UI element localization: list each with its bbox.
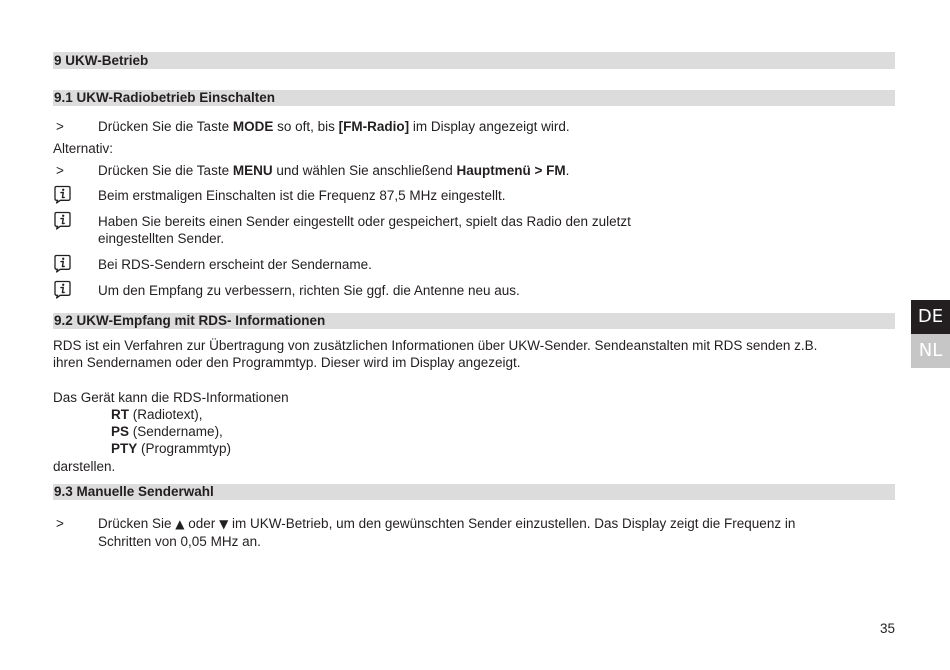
step-marker: >	[56, 516, 64, 531]
section-heading-9: 9 UKW-Betrieb	[53, 52, 895, 69]
step-text-segment: im Display angezeigt wird.	[409, 119, 570, 134]
paragraph-line: ihren Sendernamen oder den Programmtyp. Dieser wird im Display angezeigt.	[53, 355, 521, 370]
rds-description: (Sendername),	[129, 424, 223, 439]
step-line: Schritten von 0,05 MHz an.	[98, 534, 261, 549]
page-number: 35	[879, 621, 895, 636]
note-line: eingestellten Sender.	[98, 231, 225, 246]
rds-description: (Programmtyp)	[137, 441, 232, 456]
note-text	[98, 187, 505, 204]
rds-abbreviation: RT	[111, 407, 129, 422]
step-text-segment: Drücken Sie die Taste	[98, 119, 233, 134]
step-text	[98, 515, 795, 550]
language-tab-nl[interactable]: NL	[911, 334, 950, 368]
rds-capability-outro: darstellen.	[53, 459, 116, 474]
rds-item-text	[111, 423, 223, 440]
step-text-segment: und wählen Sie anschließend	[272, 163, 457, 178]
note-text	[98, 282, 520, 299]
display-label-fm-radio: [FM-Radio]	[338, 119, 410, 134]
language-tab-de[interactable]: DE	[911, 300, 950, 334]
step-text-segment: so oft, bis	[273, 119, 339, 134]
down-triangle-icon: ▼	[219, 517, 229, 531]
section-heading-9-1: 9.1 UKW-Radiobetrieb Einschalten	[53, 90, 895, 106]
step-marker: >	[56, 119, 64, 134]
rds-item-text	[111, 440, 231, 457]
up-triangle-icon: ▲	[175, 517, 185, 531]
step-line	[98, 515, 795, 533]
step-text-segment: Drücken Sie	[98, 516, 176, 531]
note-line: Haben Sie bereits einen Sender eingestellt oder gespeichert, spielt das Radio den zuletzt	[98, 214, 631, 229]
paragraph-line: RDS ist ein Verfahren zur Übertragung von zusätzlichen Informationen über UKW-Sender. Sendeanstalten mit RDS senden z.B.	[53, 338, 818, 353]
info-icon	[53, 184, 72, 204]
key-label-menu: MENU	[232, 163, 273, 178]
note-line: Bei RDS-Sendern erscheint der Sendername.	[98, 257, 372, 272]
key-label-mode: MODE	[232, 119, 274, 134]
info-icon	[53, 279, 72, 299]
note-line: Beim erstmaligen Einschalten ist die Frequenz 87,5 MHz eingestellt.	[98, 188, 506, 203]
rds-abbreviation: PS	[111, 424, 130, 439]
step-text-segment: im UKW-Betrieb, um den gewünschten Sender einzustellen. Das Display zeigt die Frequenz in	[228, 516, 796, 531]
section-heading-9-3: 9.3 Manuelle Senderwahl	[53, 484, 895, 500]
info-icon	[53, 253, 72, 273]
rds-abbreviation: PTY	[111, 441, 138, 456]
rds-capability-intro: Das Gerät kann die RDS-Informationen	[53, 390, 289, 405]
rds-description: (Radiotext),	[129, 407, 203, 422]
note-text	[98, 256, 372, 273]
rds-item-text	[111, 406, 203, 423]
step-text	[98, 118, 570, 135]
note-line: Um den Empfang zu verbessern, richten Sie ggf. die Antenne neu aus.	[98, 283, 520, 298]
step-text-segment: Drücken Sie die Taste	[98, 163, 233, 178]
step-text	[98, 162, 569, 179]
note-text	[98, 213, 631, 247]
menu-path-label: Hauptmenü > FM	[456, 163, 566, 178]
step-text-segment: .	[565, 163, 570, 178]
alternative-label: Alternativ:	[53, 141, 114, 156]
step-marker: >	[56, 163, 64, 178]
step-text-segment: oder	[184, 516, 220, 531]
rds-intro-paragraph	[53, 337, 895, 371]
info-icon	[53, 210, 72, 230]
section-heading-9-2: 9.2 UKW-Empfang mit RDS- Informationen	[53, 313, 895, 329]
